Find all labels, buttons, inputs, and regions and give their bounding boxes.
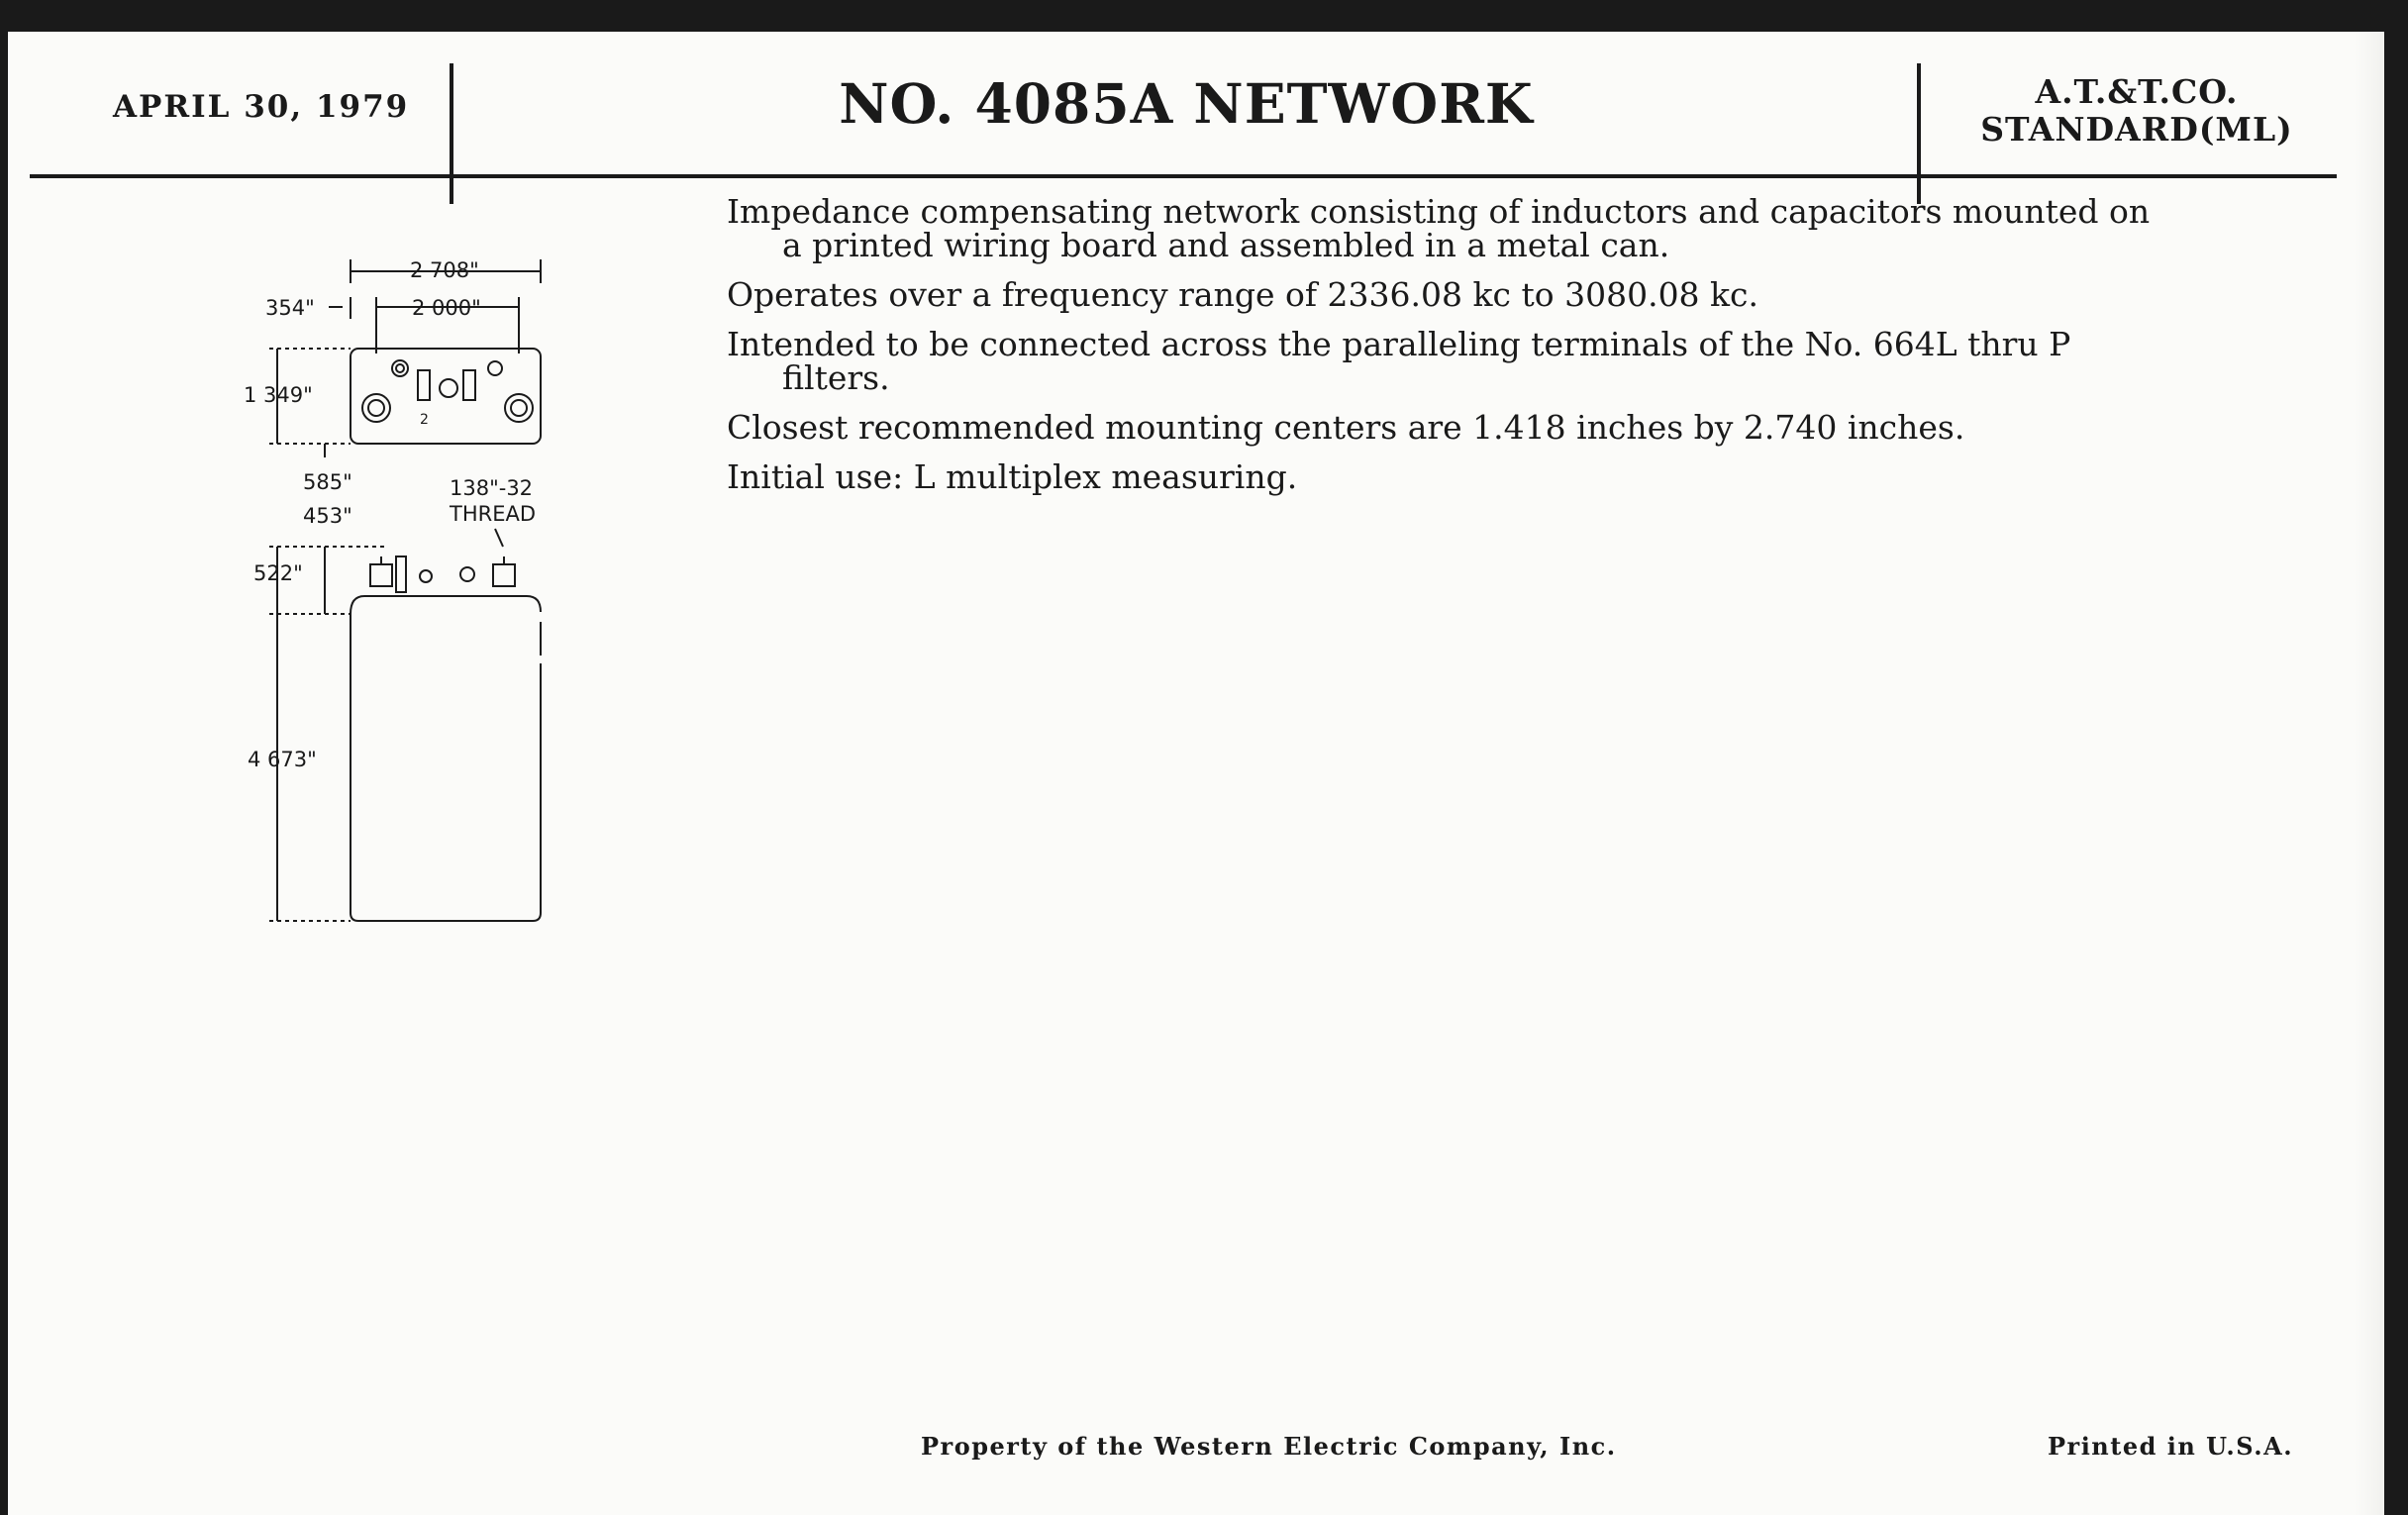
- dim-522: 522": [253, 561, 303, 585]
- dim-width-overall: 2 708": [410, 258, 479, 282]
- description-line: Initial use: L multiplex measuring.: [727, 457, 1298, 496]
- thread-size-label: 138"-32: [450, 476, 534, 500]
- card-edge: [2355, 32, 2384, 1515]
- standard-line-2: STANDARD(ML): [1980, 110, 2293, 149]
- header-divider-right: [1917, 63, 1921, 204]
- spec-card: [8, 32, 2384, 1515]
- network-dimension-drawing: [226, 220, 582, 953]
- dim-height: 4 673": [248, 748, 317, 771]
- dim-depth: 1 349": [244, 383, 313, 407]
- standard-line-1: A.T.&T.CO.: [2035, 72, 2239, 111]
- description-line: Impedance compensating network consisting of inductors and capacitors mounted on a printed wiring board and assembled in a metal can.: [727, 192, 2151, 264]
- standard-block: [1929, 73, 2345, 149]
- property-notice: Property of the Western Electric Company, Inc.: [921, 1432, 1617, 1461]
- page-title: NO. 4085A NETWORK: [839, 71, 1534, 136]
- thread-label: THREAD: [450, 502, 537, 526]
- header-rule: [30, 174, 2337, 178]
- print-notice: Printed in U.S.A.: [2048, 1432, 2294, 1461]
- description-line: Operates over a frequency range of 2336.08 kc to 3080.08 kc.: [727, 275, 1759, 314]
- description-line: Intended to be connected across the paralleling terminals of the No. 664L thru P filters.: [727, 325, 2071, 397]
- terminal-number: 2: [420, 412, 429, 428]
- dim-585: 585": [303, 470, 352, 494]
- dim-453: 453": [303, 504, 352, 528]
- issue-date: APRIL 30, 1979: [113, 89, 410, 125]
- dim-hole-spacing: 2 000": [412, 296, 481, 320]
- dim-edge-offset: 354": [265, 296, 315, 320]
- description: [727, 192, 2162, 510]
- description-line: Closest recommended mounting centers are 1.418 inches by 2.740 inches.: [727, 408, 1965, 447]
